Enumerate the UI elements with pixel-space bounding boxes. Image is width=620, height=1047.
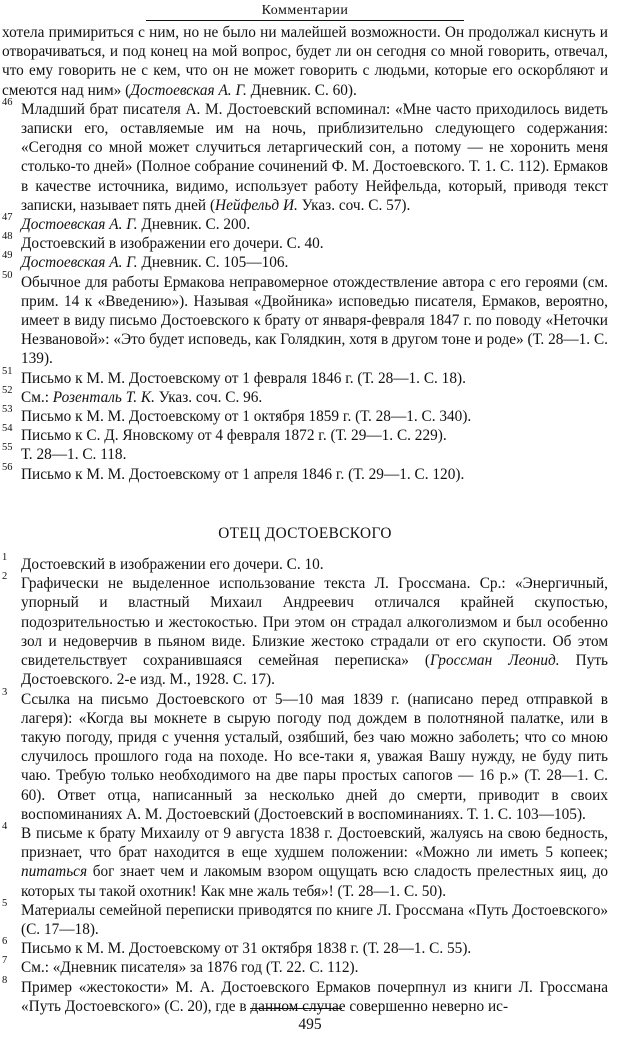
footer-rule xyxy=(250,1008,342,1009)
footnote-text: Материалы семейной переписки приводятся по книге Л. Гроссмана «Путь Достоевского» (С. 17—18). xyxy=(21,901,608,938)
footnote xyxy=(2,552,608,574)
footnote-text: Обычное для работы Ермакова неправомерное отождествление автора с его героями (см. прим. 14 к «Введению»). Называя «Двойника» исповедью писателя, Ермаков, вероятно, имеет в виду письмо Достоевского к брату от января-февраля 1847 г. по поводу «Неточки Незвановой»: «Это будет исповедь, как Голядкин, хотя в другом тоне и роде» (Т. 28—1. С. 139). xyxy=(21,273,608,368)
footnote-number: 55 xyxy=(2,442,13,454)
footnote xyxy=(2,571,609,689)
footnote-italic-text: Гроссман Леонид. xyxy=(430,652,560,670)
footnote xyxy=(2,461,608,484)
footnote-number: 4 xyxy=(2,820,8,832)
footnote xyxy=(2,423,608,445)
continuation-author: Достоевская А. Г. xyxy=(130,81,247,99)
footnote-number: 7 xyxy=(2,955,8,967)
footnote-number: 2 xyxy=(2,571,8,583)
continuation-paragraph xyxy=(2,23,608,100)
footnote-text: Письмо к М. М. Достоевскому от 1 февраля 1846 г. (Т. 28—1. С. 18). xyxy=(21,369,466,387)
footnote-text: Письмо к М. М. Достоевскому от 1 апреля 1846 г. (Т. 29—1. С. 120). xyxy=(21,465,465,483)
footnote-number: 49 xyxy=(2,250,13,262)
footnote-number: 52 xyxy=(2,384,13,396)
header-rule xyxy=(146,20,464,21)
footnote-number: 3 xyxy=(2,686,8,698)
footnote-text: Дневник. С. 105—106. xyxy=(137,254,289,272)
footnote xyxy=(2,250,608,272)
footnote xyxy=(2,820,608,901)
footnote-text: Т. 28—1. С. 118. xyxy=(21,446,127,464)
footnote-text: См.: xyxy=(21,388,53,406)
footnote-number: 8 xyxy=(2,974,8,986)
footnote-number: 1 xyxy=(2,552,8,564)
footnote xyxy=(2,365,608,388)
footnote xyxy=(2,212,608,234)
footnote-text: бог знает чем и лакомым взором ощущать всю сладость прелестных яиц, до которых ты такой охотник! Как мне жаль тебя»! (Т. 28—1. С. 50). xyxy=(21,863,608,900)
footnote-number: 53 xyxy=(2,404,13,416)
footnote-number: 5 xyxy=(2,897,8,909)
footnote-text: Дневник. С. 200. xyxy=(137,216,251,234)
footnote xyxy=(2,936,608,958)
footnote-text: Указ. соч. С. 96. xyxy=(154,388,263,406)
footnote-text: Письмо к М. М. Достоевскому от 1 октября 1859 г. (Т. 28—1. С. 340). xyxy=(21,408,472,426)
footnote xyxy=(2,96,608,215)
footnote-number: 54 xyxy=(2,423,13,435)
footnote-number: 56 xyxy=(2,461,13,473)
footnote-text: Письмо к М. М. Достоевскому от 31 октября 1838 г. (Т. 28—1. С. 55). xyxy=(21,940,472,958)
footnote xyxy=(2,897,608,939)
footnote xyxy=(2,442,608,464)
footnote-italic-text: питаться xyxy=(21,863,88,881)
notes-list-b xyxy=(2,552,609,1016)
footnote-text: Путь Достоевского. 2-е изд. М., 1928. С. 17). xyxy=(21,652,609,689)
footnote-text: Достоевский в изображении его дочери. С. 10. xyxy=(21,556,324,574)
footnote-italic-text: Достоевская А. Г. xyxy=(21,254,138,272)
footnote-text: Достоевский в изображении его дочери. С. 40. xyxy=(21,235,324,253)
continuation-tail: Дневник. С. 60). xyxy=(246,81,357,99)
footnote xyxy=(2,231,608,253)
page-number: 495 xyxy=(298,1016,322,1033)
footnote-text: Ссылка на письмо Достоевского от 5—10 мая 1839 г. (написано перед отправкой в лагеря): «Когда вы мокнете в сырую погоду под дождем в полотняной палатке, или в такую погоду, придя с учення усталый, озябший, без чаю можно заболеть; что со мною случилось прошлого года на походе. Но все-таки я, уважая Вашу нужду, не буду пить чаю. Требую только необходимого на две пары простых сапогов — 16 р.» (Т. 28—1. С. 60). Ответ отца, написанный за несколько дней до смерти, приводит в своих воспоминаниях А. М. Достоевский (Достоевский в воспоминаниях. Т. 1. С. 103—105). xyxy=(21,690,608,823)
footnote xyxy=(2,269,608,369)
footnote-text: Пример «жестокости» М. А. Достоевского Ермаков почерпнул из книги Л. Гроссмана «Путь Достоевского» (С. 20), где в данном случае совершенно неверно ис- xyxy=(21,978,608,1015)
continuation-text: хотела примириться с ним, но не было ни малейшей возможности. Он продолжал киснуть и отворачиваться, и под конец на мой вопрос, будет ли он сегодня со мной говорить, отвечал, что ему говорить не с кем, что он не может говорить с людьми, которые его оскорбляют и смеются над ним» ( xyxy=(2,24,608,99)
footnote-number: 48 xyxy=(2,231,13,243)
footnote-number: 50 xyxy=(2,269,13,281)
running-head: Комментарии xyxy=(261,3,349,18)
footnote-text: Письмо к С. Д. Яновскому от 4 февраля 1872 г. (Т. 29—1. С. 229). xyxy=(21,427,447,445)
footnote xyxy=(2,686,608,824)
footnote xyxy=(2,974,608,1016)
footnote-text: Графически не выделенное использование текста Л. Гроссмана. Ср.: «Энергичный, упорный и властный Михаил Андреевич отличался крайней скупостью, подозрительностью и жестокостью. При этом он страдал алкоголизмом и был особенно зол и недоверчив в пьяном виде. Близкие жестоко страдали от его скупости. Об этом свидетельствует сохранившаяся семейная переписка» ( xyxy=(21,575,608,670)
section-title: ОТЕЦ ДОСТОЕВСКОГО xyxy=(218,524,392,542)
footnote-italic-text: Достоевская А. Г. xyxy=(21,216,138,234)
footnote-number: 51 xyxy=(2,365,13,377)
footnote xyxy=(2,955,608,977)
footnote xyxy=(2,404,608,426)
notes-list-a xyxy=(2,96,608,484)
footnote-text: Указ. соч. С. 57). xyxy=(297,196,411,214)
footnote-text: См.: «Дневник писателя» за 1876 год (Т. 22. С. 112). xyxy=(21,959,359,977)
footnote-italic-text: Розенталь Т. К. xyxy=(52,388,155,406)
footnote-text: Младший брат писателя А. М. Достоевский вспоминал: «Мне часто приходилось видеть записки его, оставляемые им на ночь, приблизительно следующего содержания: «Сегодня со мной может случиться летаргический сон, а потому — не хоронить меня столько-то дней» (Полное собрание сочинений Ф. М. Достоевского. Т. 1. С. 112). Ермаков в качестве источника, видимо, использует работу Нейфельда, который, приводя текст записки, называет пять дней ( xyxy=(21,100,608,214)
footnote-text: В письме к брату Михаилу от 9 августа 1838 г. Достоевский, жалуясь на свою бедность, признает, что брат находится в еще худшем положении: «Можно ли иметь 5 копеек; xyxy=(21,824,608,862)
footnote-number: 46 xyxy=(2,96,13,108)
footnote-number: 6 xyxy=(2,936,8,948)
footnote-number: 47 xyxy=(2,212,13,224)
footnote-italic-text: Нейфельд И. xyxy=(215,196,298,214)
footnote xyxy=(2,384,608,407)
